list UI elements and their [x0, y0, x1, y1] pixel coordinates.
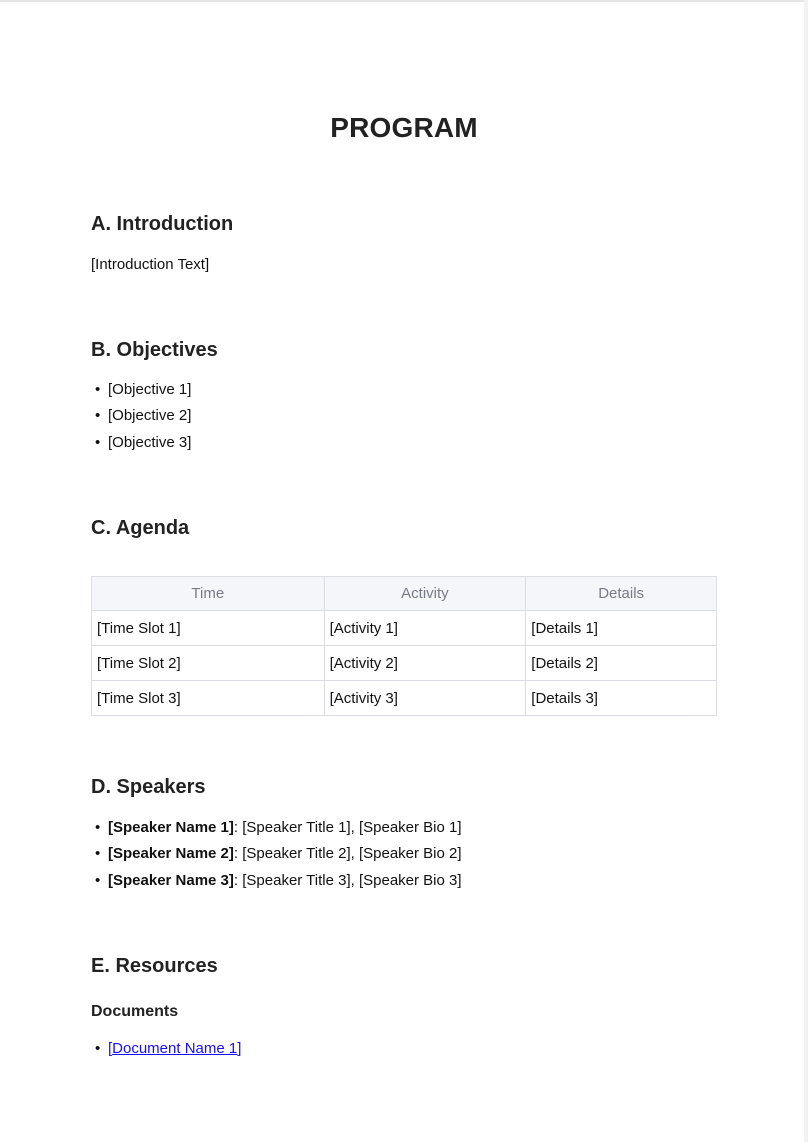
speaker-separator: : [233, 871, 243, 889]
agenda-heading: C. Agenda [91, 517, 190, 539]
documents-subheading: Documents [91, 1003, 179, 1020]
introduction-text: [Introduction Text] [91, 256, 210, 273]
speaker-item [91, 815, 462, 841]
speaker-details: [Speaker Title 3], [Speaker Bio 3] [242, 871, 462, 889]
speaker-details: [Speaker Title 2], [Speaker Bio 2] [242, 845, 462, 863]
table-cell-time: [Time Slot 1] [92, 611, 325, 646]
page-title: PROGRAM [330, 112, 478, 143]
speaker-separator: : [233, 819, 243, 836]
table-cell-activity: [Activity 1] [324, 611, 526, 646]
table-row [92, 646, 717, 681]
speakers-heading: D. Speakers [91, 776, 206, 798]
table-cell-details: [Details 3] [526, 681, 717, 716]
column-header-details: Details [526, 577, 717, 611]
speaker-item [91, 841, 462, 867]
objective-item: • [Objective 1] [91, 377, 191, 403]
column-header-activity: Activity [324, 577, 526, 611]
speaker-name: [Speaker Name 2] [108, 845, 234, 863]
speaker-details: [Speaker Title 1], [Speaker Bio 1] [242, 819, 462, 836]
agenda-table [91, 576, 717, 716]
table-row [92, 681, 717, 716]
resources-heading: E. Resources [91, 955, 218, 977]
document-item [91, 1036, 241, 1062]
objectives-list [91, 377, 191, 456]
objective-item: • [Objective 2] [91, 403, 191, 429]
introduction-heading: A. Introduction [91, 213, 234, 235]
page-top-border [0, 0, 808, 2]
column-header-time: Time [92, 577, 325, 611]
table-cell-time: [Time Slot 2] [92, 646, 325, 681]
objectives-heading: B. Objectives [91, 339, 218, 361]
objective-item: • [Objective 3] [91, 430, 191, 456]
speakers-list [91, 815, 462, 894]
speaker-name: [Speaker Name 3] [108, 871, 234, 889]
table-cell-activity: [Activity 2] [324, 646, 526, 681]
table-cell-details: [Details 1] [526, 611, 717, 646]
table-cell-details: [Details 2] [526, 646, 717, 681]
document-link[interactable]: [Document Name 1] [108, 1040, 242, 1057]
scrollbar-track[interactable] [804, 0, 808, 1142]
speaker-name: [Speaker Name 1] [108, 819, 234, 836]
agenda-header-row [92, 577, 717, 611]
table-cell-time: [Time Slot 3] [92, 681, 325, 716]
documents-list [91, 1036, 241, 1062]
speaker-item [91, 868, 462, 894]
table-cell-activity: [Activity 3] [324, 681, 526, 716]
table-row [92, 611, 717, 646]
speaker-separator: : [233, 845, 243, 863]
